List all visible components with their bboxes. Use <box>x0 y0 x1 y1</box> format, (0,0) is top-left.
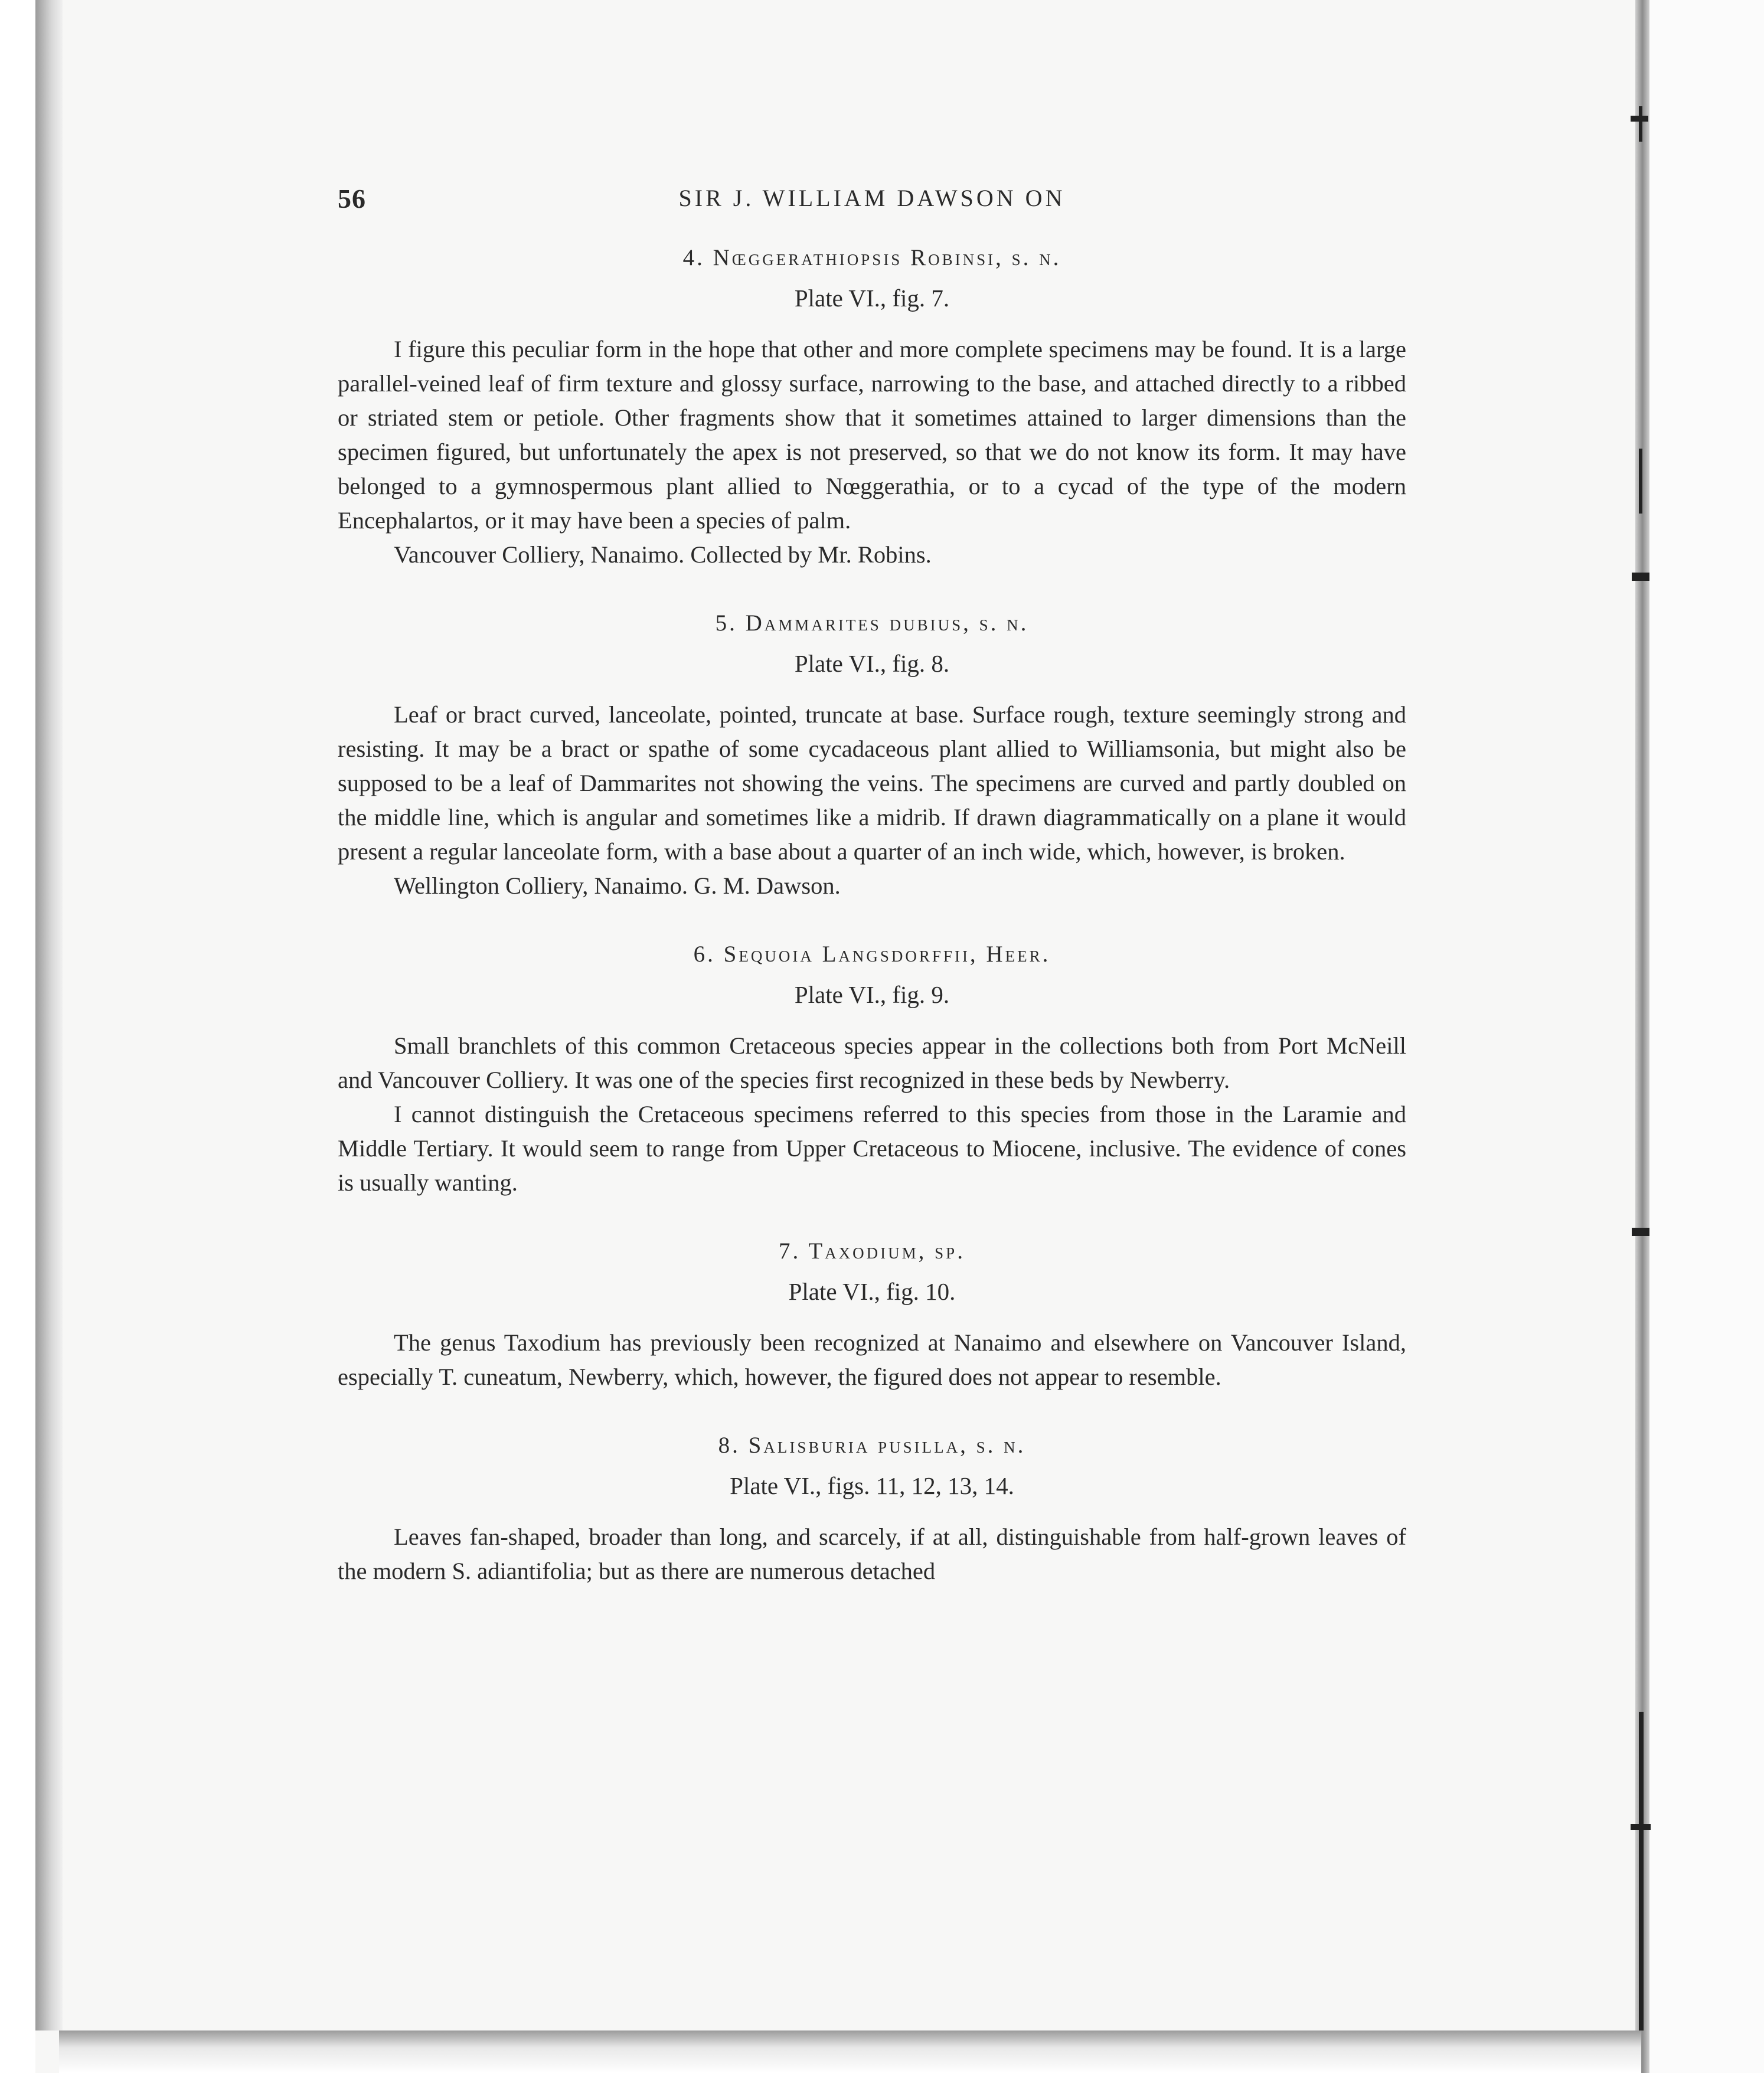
description-paragraph: I figure this peculiar form in the hope that other and more complete specimens may be found. It is a large parallel-veined leaf of firm texture and glossy surface, narrowing to the base, and attached directly to a ribbed or striated stem or petiole. Other fragments show that it sometimes attained to larger dimensions than the specimen figured, but unfortunately the apex is not preserved, so that we do not know its form. It may have belonged to a gymnospermous plant allied to Nœggerathia, or to a cycad of the type of the modern Encephalartos, or it may have been a species of palm. <box>338 336 1406 534</box>
plate-reference: Plate VI., fig. 7. <box>794 285 950 312</box>
locality-line: Wellington Colliery, Nanaimo. G. M. Dawson. <box>394 872 841 899</box>
species-heading: 7. Taxodium, sp. <box>779 1238 965 1264</box>
locality-line: Vancouver Colliery, Nanaimo. Collected by Mr. Robins. <box>394 541 932 568</box>
binding-mark <box>1632 573 1649 581</box>
page-number: 56 <box>338 184 366 214</box>
page-body <box>338 177 1406 1588</box>
description-paragraph: The genus Taxodium has previously been recognized at Nanaimo and elsewhere on Vancouver Island, especially T. cuneatum, Newberry, which, however, the figured does not appear to resemble. <box>338 1329 1406 1390</box>
description-paragraph: I cannot distinguish the Cretaceous specimens referred to this species from those in the Laramie and Middle Tertiary. It would seem to range from Upper Cretaceous to Miocene, inclusive. The evidence of cones is usually wanting. <box>338 1101 1406 1196</box>
left-page-edge-shadow <box>35 0 63 2031</box>
species-entry <box>338 610 1406 903</box>
binding-mark <box>1639 449 1642 514</box>
species-heading: 8. Salisburia pusilla, s. n. <box>718 1433 1026 1458</box>
running-head-title: SIR J. WILLIAM DAWSON ON <box>678 185 1066 211</box>
species-heading: 6. Sequoia Langsdorffii, Heer. <box>693 941 1051 967</box>
binding-mark <box>1639 1712 1644 2031</box>
description-paragraph: Leaf or bract curved, lanceolate, pointed, truncate at base. Surface rough, texture seemingly strong and resisting. It may be a bract or spathe of some cycadaceous plant allied to Williamsonia, but might also be supposed to be a leaf of Dammarites not showing the veins. The specimens are curved and partly doubled on the middle line, which is angular and sometimes like a midrib. If drawn diagrammatically on a plane it would present a regular lanceolate form, with a base about a quarter of an inch wide, which, however, is broken. <box>338 701 1406 865</box>
plate-reference: Plate VI., figs. 11, 12, 13, 14. <box>730 1472 1014 1499</box>
left-margin <box>0 0 35 2073</box>
binding-mark <box>1639 106 1642 142</box>
species-entry <box>338 244 1406 572</box>
species-entry <box>338 941 1406 1200</box>
bottom-page-edge-shadow <box>59 2031 1641 2073</box>
species-entry <box>338 1432 1406 1588</box>
species-entry <box>338 1238 1406 1394</box>
right-margin <box>1649 0 1764 2073</box>
description-paragraph: Small branchlets of this common Cretaceous species appear in the collections both from Port McNeill and Vancouver Colliery. It was one of the species first recognized in these beds by Newberry. <box>338 1032 1406 1093</box>
running-head <box>338 177 1406 218</box>
species-heading: 4. Nœggerathiopsis Robinsi, s. n. <box>682 245 1061 270</box>
plate-reference: Plate VI., fig. 9. <box>794 981 950 1008</box>
plate-reference: Plate VI., fig. 8. <box>794 650 950 677</box>
binding-mark <box>1632 1228 1649 1236</box>
plate-reference: Plate VI., fig. 10. <box>788 1278 956 1305</box>
description-paragraph: Leaves fan-shaped, broader than long, and scarcely, if at all, distinguishable from half-grown leaves of the modern S. adiantifolia; but as there are numerous detached <box>338 1523 1406 1584</box>
species-heading: 5. Dammarites dubius, s. n. <box>715 610 1029 636</box>
